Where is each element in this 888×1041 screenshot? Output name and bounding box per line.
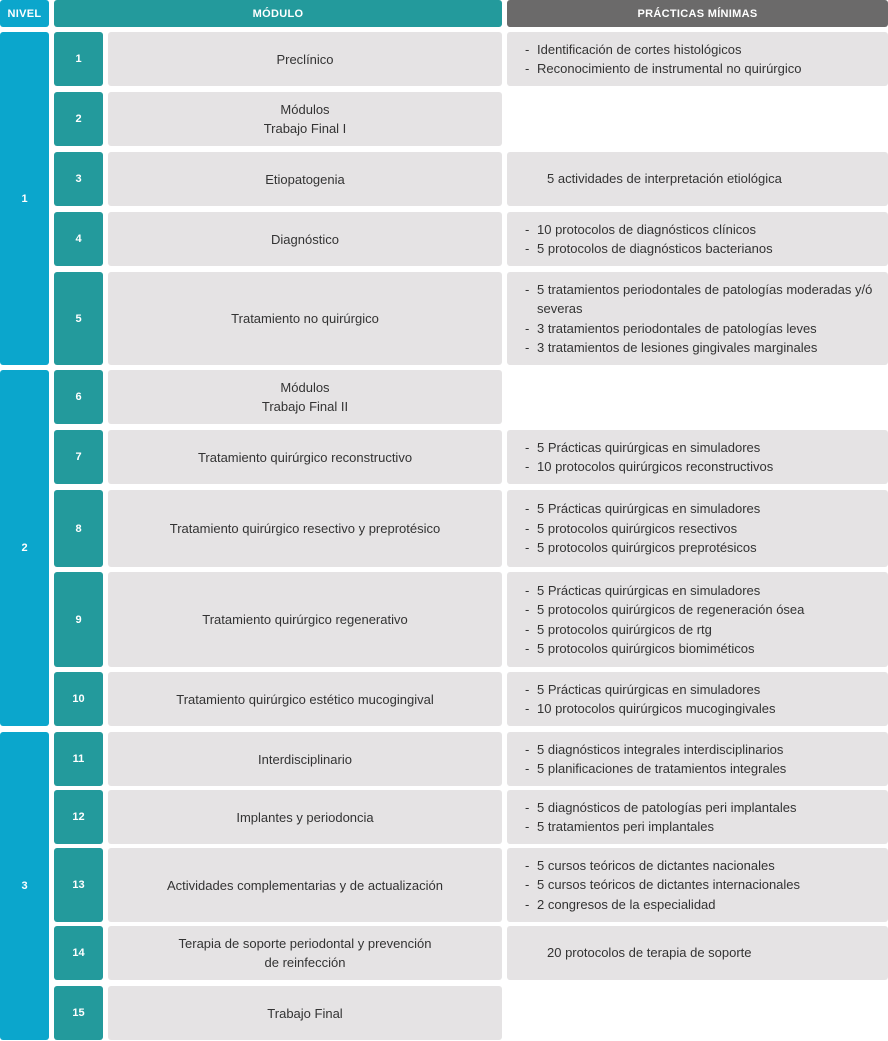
practice-text: 5 Prácticas quirúrgicas en simuladores <box>537 439 761 455</box>
practice-item <box>525 338 878 358</box>
practice-item <box>525 581 878 601</box>
practice-text: 10 protocolos quirúrgicos reconstructivos <box>537 459 774 474</box>
module-name: Trabajo Final <box>108 986 502 1040</box>
practice-item <box>525 438 878 458</box>
bullet-dash-icon: - <box>525 799 530 815</box>
practice-text: 10 protocolos quirúrgicos mucogingivales <box>537 701 776 716</box>
practice-text: 3 tratamientos de lesiones gingivales marginales <box>537 340 818 355</box>
practice-text: 5 Prácticas quirúrgicas en simuladores <box>537 582 761 598</box>
module-number: 14 <box>54 926 103 980</box>
practices-cell <box>507 572 888 667</box>
practices-cell <box>507 490 888 567</box>
practice-item <box>525 740 878 760</box>
module-number: 9 <box>54 572 103 667</box>
bullet-dash-icon: - <box>525 582 530 598</box>
module-number: 11 <box>54 732 103 786</box>
practice-text: Identificación de cortes histológicos <box>537 41 742 57</box>
practice-item <box>525 895 878 915</box>
bullet-dash-icon: - <box>525 877 530 893</box>
bullet-dash-icon: - <box>525 520 530 536</box>
module-number: 1 <box>54 32 103 86</box>
practice-item <box>525 600 878 620</box>
practice-text: Reconocimiento de instrumental no quirúrgico <box>537 61 802 76</box>
module-number: 6 <box>54 370 103 424</box>
module-name: Preclínico <box>108 32 502 86</box>
module-name: Módulos Trabajo Final I <box>108 92 502 146</box>
practices-cell <box>507 732 888 786</box>
practice-text: 5 protocolos quirúrgicos de rtg <box>537 621 712 637</box>
module-name: Tratamiento quirúrgico reconstructivo <box>108 430 502 484</box>
practice-item <box>525 59 878 79</box>
header-nivel: NIVEL <box>0 0 49 27</box>
practice-text: 5 protocolos quirúrgicos resectivos <box>537 520 738 536</box>
practice-item <box>525 798 878 818</box>
module-name: Tratamiento quirúrgico regenerativo <box>108 572 502 667</box>
practice-item <box>525 680 878 700</box>
level-cell: 2 <box>0 370 49 726</box>
practice-text: 5 diagnósticos de patologías peri implantales <box>537 799 797 815</box>
module-number: 10 <box>54 672 103 726</box>
module-name: Tratamiento no quirúrgico <box>108 272 502 365</box>
bullet-dash-icon: - <box>525 896 530 912</box>
practice-text: 5 diagnósticos integrales interdisciplinarios <box>537 741 784 757</box>
practice-item <box>525 40 878 60</box>
bullet-dash-icon: - <box>525 61 530 76</box>
module-number: 7 <box>54 430 103 484</box>
module-name: Diagnóstico <box>108 212 502 266</box>
practice-text: 5 protocolos de diagnósticos bacterianos <box>537 241 773 256</box>
module-number: 2 <box>54 92 103 146</box>
bullet-dash-icon: - <box>525 857 530 873</box>
practice-item <box>525 620 878 640</box>
practices-cell <box>507 32 888 86</box>
practice-item <box>525 875 878 895</box>
module-number: 12 <box>54 790 103 844</box>
level-cell: 1 <box>0 32 49 365</box>
practice-note: 5 actividades de interpretación etiológica <box>547 171 782 187</box>
practice-note: 20 protocolos de terapia de soporte <box>547 945 752 961</box>
module-name: Interdisciplinario <box>108 732 502 786</box>
practice-item <box>525 319 878 339</box>
practice-text: 5 tratamientos peri implantales <box>537 819 715 834</box>
practices-cell <box>507 212 888 266</box>
practice-text: 10 protocolos de diagnósticos clínicos <box>537 221 756 237</box>
bullet-dash-icon: - <box>525 741 530 757</box>
bullet-dash-icon: - <box>525 602 530 617</box>
module-name: Terapia de soporte periodontal y prevención de reinfección <box>108 926 502 980</box>
level-cell: 3 <box>0 732 49 1040</box>
bullet-dash-icon: - <box>525 641 530 656</box>
practice-text: 5 tratamientos periodontales de patologías moderadas y/ó severas <box>537 281 873 316</box>
bullet-dash-icon: - <box>525 221 530 237</box>
practice-item <box>525 499 878 519</box>
bullet-dash-icon: - <box>525 281 530 297</box>
practice-item <box>525 239 878 259</box>
practices-cell <box>507 430 888 484</box>
practice-item <box>525 519 878 539</box>
module-name: Etiopatogenia <box>108 152 502 206</box>
practices-cell <box>507 848 888 922</box>
practice-item <box>525 856 878 876</box>
practice-item <box>525 538 878 558</box>
module-name: Tratamiento quirúrgico estético mucogingival <box>108 672 502 726</box>
bullet-dash-icon: - <box>525 501 530 517</box>
module-number: 13 <box>54 848 103 922</box>
practices-cell <box>507 790 888 844</box>
practice-item <box>525 280 878 319</box>
module-name: Módulos Trabajo Final II <box>108 370 502 424</box>
practice-text: 5 planificaciones de tratamientos integrales <box>537 761 787 776</box>
bullet-dash-icon: - <box>525 320 530 336</box>
module-number: 5 <box>54 272 103 365</box>
bullet-dash-icon: - <box>525 761 530 776</box>
bullet-dash-icon: - <box>525 540 530 556</box>
bullet-dash-icon: - <box>525 819 530 834</box>
practice-text: 2 congresos de la especialidad <box>537 896 716 912</box>
module-number: 3 <box>54 152 103 206</box>
bullet-dash-icon: - <box>525 340 530 355</box>
header-modulo: MÓDULO <box>54 0 502 27</box>
module-name: Actividades complementarias y de actualización <box>108 848 502 922</box>
module-name: Implantes y periodoncia <box>108 790 502 844</box>
practice-text: 5 protocolos quirúrgicos de regeneración ósea <box>537 602 805 617</box>
bullet-dash-icon: - <box>525 681 530 697</box>
practices-cell <box>507 152 888 206</box>
practices-cell <box>507 272 888 365</box>
practice-text: 5 cursos teóricos de dictantes internacionales <box>537 877 801 893</box>
practices-cell <box>507 672 888 726</box>
bullet-dash-icon: - <box>525 701 530 716</box>
module-number: 15 <box>54 986 103 1040</box>
practice-text: 5 Prácticas quirúrgicas en simuladores <box>537 501 761 517</box>
practices-cell <box>507 926 888 980</box>
practice-item <box>525 817 878 837</box>
practice-item <box>525 759 878 779</box>
practice-item <box>525 699 878 719</box>
module-number: 4 <box>54 212 103 266</box>
bullet-dash-icon: - <box>525 439 530 455</box>
bullet-dash-icon: - <box>525 621 530 637</box>
practice-text: 5 protocolos quirúrgicos biomiméticos <box>537 641 755 656</box>
header-practicas: PRÁCTICAS MÍNIMAS <box>507 0 888 27</box>
practice-text: 5 cursos teóricos de dictantes nacionales <box>537 857 775 873</box>
bullet-dash-icon: - <box>525 241 530 256</box>
practice-item <box>525 639 878 659</box>
practice-text: 5 protocolos quirúrgicos preprotésicos <box>537 540 757 556</box>
bullet-dash-icon: - <box>525 459 530 474</box>
practice-text: 3 tratamientos periodontales de patologías leves <box>537 320 817 336</box>
practice-item <box>525 457 878 477</box>
practice-text: 5 Prácticas quirúrgicas en simuladores <box>537 681 761 697</box>
practice-item <box>525 220 878 240</box>
module-number: 8 <box>54 490 103 567</box>
module-name: Tratamiento quirúrgico resectivo y preprotésico <box>108 490 502 567</box>
bullet-dash-icon: - <box>525 41 530 57</box>
